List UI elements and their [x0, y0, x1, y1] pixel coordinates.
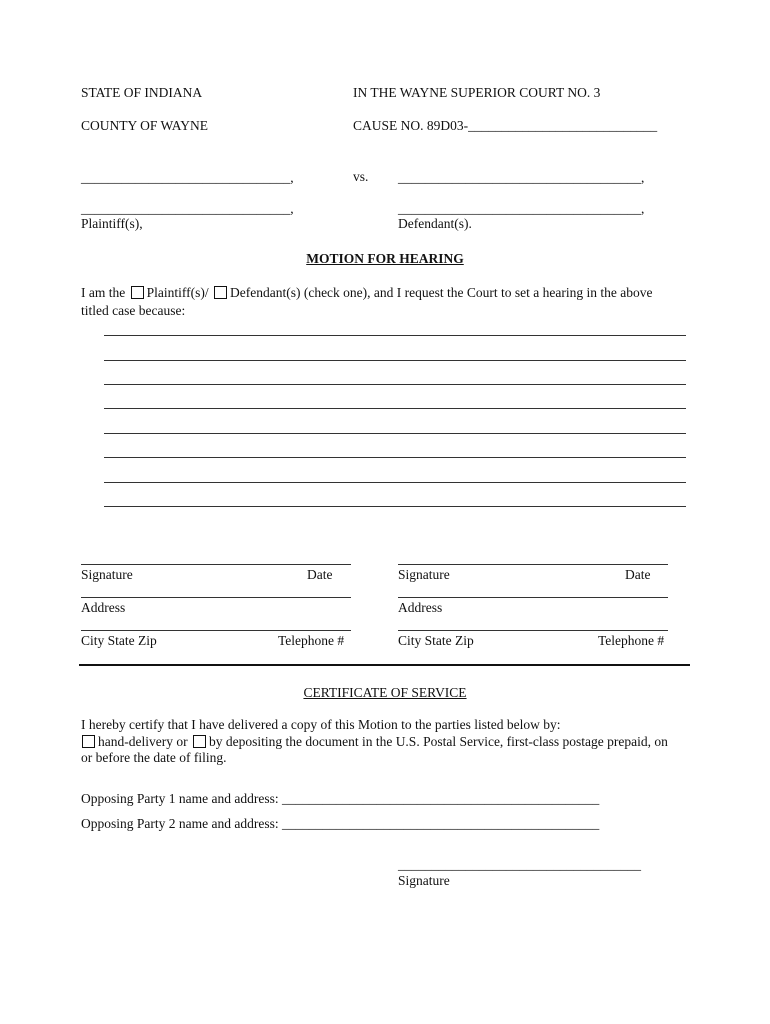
certificate-signature-line[interactable]: ____________________________________ [398, 857, 641, 872]
left-signature-label: Signature [81, 567, 133, 582]
plaintiff-checkbox[interactable] [131, 286, 144, 299]
reason-line-5[interactable] [104, 433, 686, 434]
opposing-party-2-field[interactable]: Opposing Party 2 name and address: _______________________________________________ [81, 816, 600, 831]
reason-line-6[interactable] [104, 457, 686, 458]
right-signature-label: Signature [398, 567, 450, 582]
section-divider [79, 664, 690, 666]
county-label: COUNTY OF WAYNE [81, 118, 209, 133]
certificate-line-3: or before the date of filing. [81, 750, 227, 765]
motion-statement-line2: titled case because: [81, 303, 186, 318]
defendant-label: Defendant(s). [398, 216, 472, 231]
left-city-line[interactable] [81, 630, 351, 631]
mail-checkbox[interactable] [193, 735, 206, 748]
defendant-checkbox[interactable] [214, 286, 227, 299]
right-date-label: Date [625, 567, 651, 582]
state-label: STATE OF INDIANA [81, 85, 203, 100]
hand-delivery-label: hand-delivery or [98, 734, 188, 749]
certificate-signature-label: Signature [398, 873, 450, 888]
motion-statement [81, 285, 652, 301]
vs-label: vs. [353, 169, 369, 184]
left-signature-line[interactable] [81, 564, 351, 565]
plaintiff-name-field[interactable]: _______________________________, [81, 170, 294, 185]
reason-line-1[interactable] [104, 335, 686, 336]
defendant-name-field-2[interactable]: ____________________________________, [398, 201, 645, 216]
right-address-label: Address [398, 600, 443, 615]
right-city-line[interactable] [398, 630, 668, 631]
left-address-line[interactable] [81, 597, 351, 598]
defendant-option-label: Defendant(s) (check one), and I request the Court to set a hearing in the above [229, 285, 653, 300]
right-phone-label: Telephone # [598, 633, 665, 648]
reason-line-7[interactable] [104, 482, 686, 483]
motion-intro-text: I am the [81, 285, 126, 300]
motion-title: MOTION FOR HEARING [306, 251, 464, 266]
left-address-label: Address [81, 600, 126, 615]
left-date-label: Date [307, 567, 333, 582]
defendant-name-field[interactable]: ____________________________________, [398, 170, 645, 185]
right-signature-line[interactable] [398, 564, 668, 565]
hand-delivery-checkbox[interactable] [82, 735, 95, 748]
plaintiff-label: Plaintiff(s), [81, 216, 143, 231]
left-city-label: City State Zip [81, 633, 157, 648]
reason-line-3[interactable] [104, 384, 686, 385]
reason-line-4[interactable] [104, 408, 686, 409]
court-label: IN THE WAYNE SUPERIOR COURT NO. 3 [353, 85, 601, 100]
certificate-title: CERTIFICATE OF SERVICE [303, 685, 467, 700]
certificate-line-2 [81, 734, 668, 750]
right-city-label: City State Zip [398, 633, 474, 648]
left-phone-label: Telephone # [278, 633, 345, 648]
reason-line-8[interactable] [104, 506, 686, 507]
certificate-line-1: I hereby certify that I have delivered a copy of this Motion to the parties listed below by: [81, 717, 561, 732]
cause-number-field[interactable]: CAUSE NO. 89D03-____________________________ [353, 118, 658, 133]
right-address-line[interactable] [398, 597, 668, 598]
mail-label: by depositing the document in the U.S. Postal Service, first-class postage prepaid, on [208, 734, 668, 749]
plaintiff-option-label: Plaintiff(s)/ [146, 285, 209, 300]
reason-line-2[interactable] [104, 360, 686, 361]
plaintiff-name-field-2[interactable]: _______________________________, [81, 201, 294, 216]
opposing-party-1-field[interactable]: Opposing Party 1 name and address: _______________________________________________ [81, 791, 600, 806]
